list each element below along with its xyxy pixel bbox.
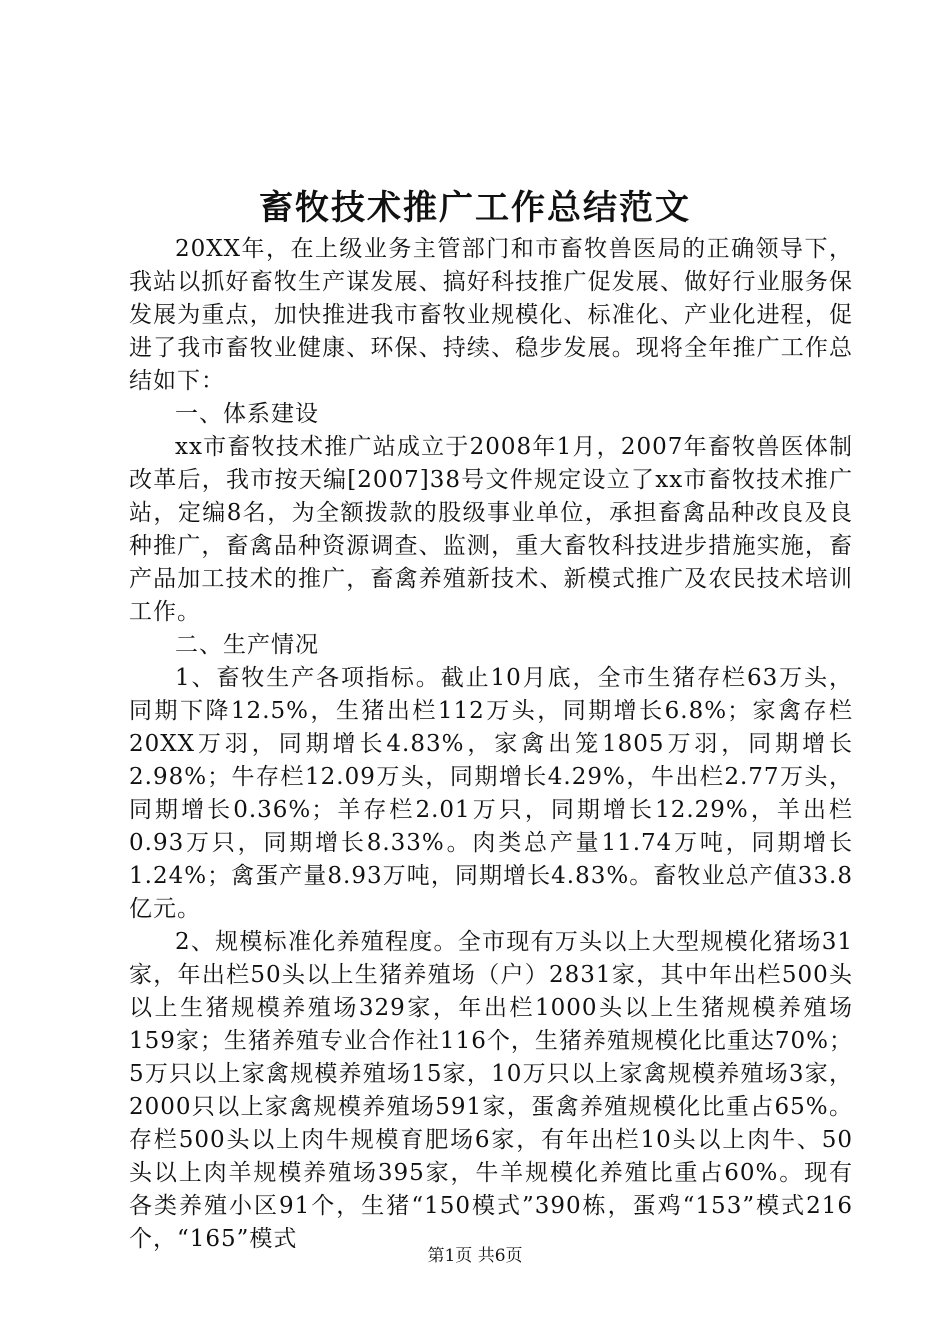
scale-farming-paragraph: 2、规模标准化养殖程度。全市现有万头以上大型规模化猪场31家，年出栏50头以上生猪养殖场（户）2831家，其中年出栏500头以上生猪规模养殖场329家，年出栏1000头以上生猪规模养殖场159家；生猪养殖专业合作社116个，生猪养殖规模化比重达70%；5万只以上家禽规模养殖场15家，10万只以上家禽规模养殖场3家，2000只以上家禽规模养殖场591家，蛋禽养殖规模化比重占65%。存栏500头以上肉牛规模育肥场6家，有年出栏10头以上肉牛、50头以上肉羊规模养殖场395家，牛羊规模化养殖比重占60%。现有各类养殖小区91个，生猪“150模式”390栋，蛋鸡“153”模式216个，“165”模式 xyxy=(129,929,853,1252)
system-paragraph: xx市畜牧技术推广站成立于2008年1月，2007年畜牧兽医体制改革后，我市按天编[2007]38号文件规定设立了xx市畜牧技术推广站，定编8名，为全额拨款的股级事业单位，承担畜禽品种改良及良种推广，畜禽品种资源调查、监测，重大畜牧科技进步措施实施，畜产品加工技术的推广，畜禽养殖新技术、新模式推广及农民技术培训工作。 xyxy=(129,434,853,625)
document-body xyxy=(129,233,853,1256)
intro-paragraph: 20XX年，在上级业务主管部门和市畜牧兽医局的正确领导下，我站以抓好畜牧生产谋发展、搞好科技推广促发展、做好行业服务保发展为重点，加快推进我市畜牧业规模化、标准化、产业化进程，促进了我市畜牧业健康、环保、持续、稳步发展。现将全年推广工作总结如下： xyxy=(129,236,853,394)
section-heading-system: 一、体系建设 xyxy=(175,401,319,427)
document-title: 畜牧技术推广工作总结范文 xyxy=(259,188,691,228)
page-footer: 第1页 共6页 xyxy=(427,1246,523,1266)
section-heading-production: 二、生产情况 xyxy=(175,632,319,658)
production-indicators-paragraph: 1、畜牧生产各项指标。截止10月底，全市生猪存栏63万头，同期下降12.5%，生猪出栏112万头，同期增长6.8%；家禽存栏20XX万羽，同期增长4.83%，家禽出笼1805万羽，同期增长2.98%；牛存栏12.09万头，同期增长4.29%，牛出栏2.77万头，同期增长0.36%；羊存栏2.01万只，同期增长12.29%，羊出栏0.93万只，同期增长8.33%。肉类总产量11.74万吨，同期增长1.24%；禽蛋产量8.93万吨，同期增长4.83%。畜牧业总产值33.8亿元。 xyxy=(129,665,853,922)
